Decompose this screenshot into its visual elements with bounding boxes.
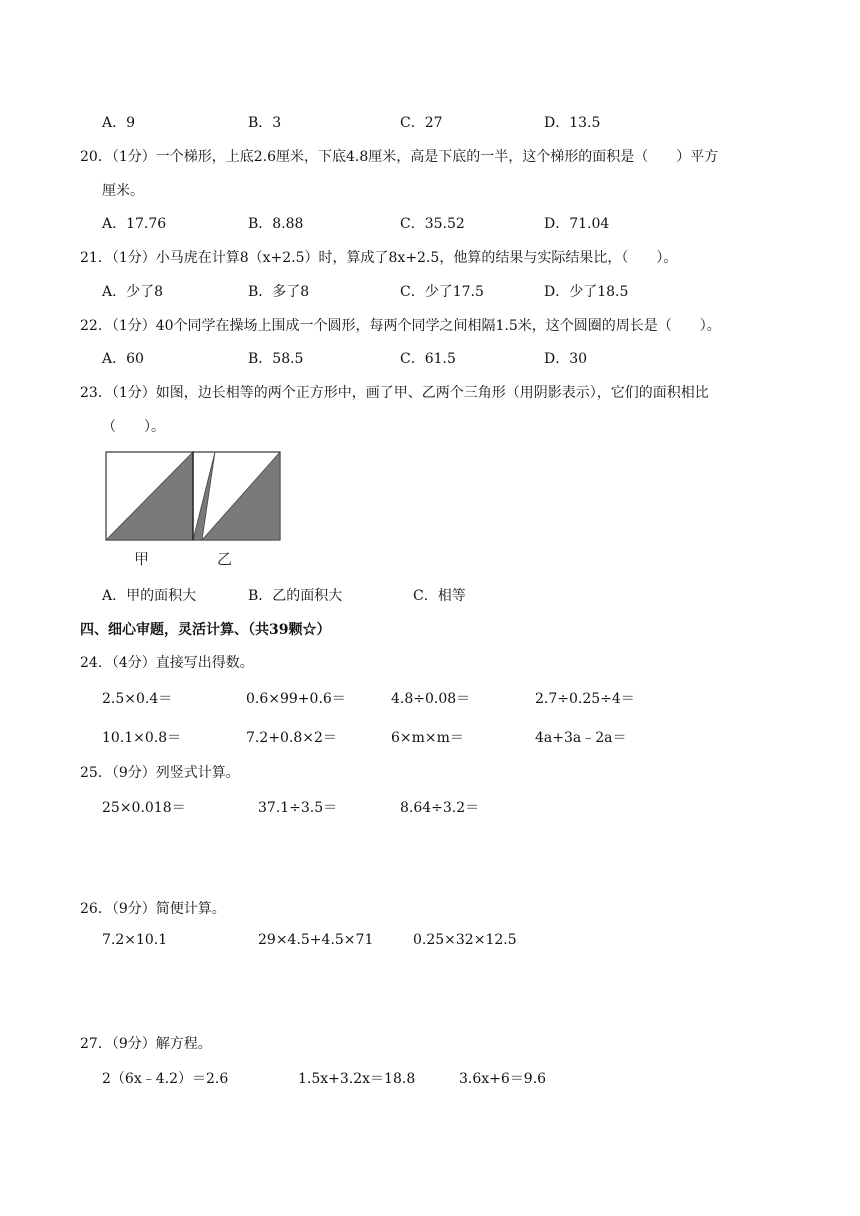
q25-stem: 25．（9分）列竖式计算。	[80, 765, 240, 781]
q22-stem: 22．（1分）40个同学在操场上围成一个圆形，每两个同学之间相隔1.5米，这个圆圈的周长是（ ）。	[80, 318, 721, 334]
q24-expr: 4a+3a﹣2a＝	[535, 730, 627, 746]
q19-option-d: D．13.5	[544, 115, 601, 131]
q19-option-a: A．9	[102, 115, 136, 131]
label-yi: 乙	[217, 550, 233, 568]
two-squares-diagram	[104, 450, 282, 574]
q24-expr: 0.6×99+0.6＝	[246, 691, 346, 707]
q27-expr: 3.6x+6＝9.6	[459, 1071, 547, 1087]
q22-option-a: A．60	[102, 351, 144, 367]
q20-stem-line2: 厘米。	[102, 183, 144, 199]
q25-expr: 25×0.018＝	[102, 800, 186, 816]
q24-expr: 2.5×0.4＝	[102, 691, 173, 707]
q23-figure	[104, 450, 282, 574]
q20-option-c: C．35.52	[400, 216, 465, 232]
q26-stem: 26．（9分）简便计算。	[80, 901, 226, 917]
q23-option-c: C．相等	[413, 588, 466, 604]
q25-expr: 37.1÷3.5＝	[258, 800, 338, 816]
q19-option-b: B．3	[248, 115, 282, 131]
q24-expr: 6×m×m＝	[391, 730, 464, 746]
q25-expr: 8.64÷3.2＝	[400, 800, 480, 816]
q27-stem: 27．（9分）解方程。	[80, 1036, 212, 1052]
q20-stem-line1: 20．（1分）一个梯形，上底2.6厘米，下底4.8厘米，高是下底的一半，这个梯形的面积是（ ）平方	[80, 149, 719, 165]
q19-option-c: C．27	[400, 115, 443, 131]
q24-expr: 10.1×0.8＝	[102, 730, 182, 746]
q21-option-c: C．少了17.5	[400, 284, 484, 300]
q22-option-b: B．58.5	[248, 351, 304, 367]
q22-option-c: C．61.5	[400, 351, 456, 367]
section-heading: 四、细心审题，灵活计算、（共39颗☆）	[80, 622, 331, 638]
q20-option-a: A．17.76	[102, 216, 167, 232]
q21-stem: 21．（1分）小马虎在计算8（x+2.5）时，算成了8x+2.5，他算的结果与实际结果比，（ ）。	[80, 250, 678, 266]
label-jia: 甲	[134, 550, 150, 568]
q24-expr: 7.2+0.8×2＝	[246, 730, 337, 746]
q21-option-a: A．少了8	[102, 284, 164, 300]
q21-option-b: B．多了8	[248, 284, 310, 300]
q23-stem-line1: 23．（1分）如图，边长相等的两个正方形中，画了甲、乙两个三角形（用阴影表示），它们的面积相比	[80, 385, 709, 401]
q24-expr: 4.8÷0.08＝	[391, 691, 471, 707]
q26-expr: 0.25×32×12.5	[413, 932, 517, 948]
q27-expr: 1.5x+3.2x＝18.8	[298, 1071, 416, 1087]
q27-expr: 2（6x﹣4.2）＝2.6	[102, 1071, 229, 1087]
q24-stem: 24．（4分）直接写出得数。	[80, 655, 254, 671]
q26-expr: 7.2×10.1	[102, 932, 168, 948]
q21-option-d: D．少了18.5	[544, 284, 629, 300]
q23-option-a: A．甲的面积大	[102, 588, 197, 604]
q26-expr: 29×4.5+4.5×71	[258, 932, 374, 948]
q23-stem-line2: （ ）。	[102, 419, 165, 435]
q24-expr: 2.7÷0.25÷4＝	[535, 691, 635, 707]
q23-option-b: B．乙的面积大	[248, 588, 343, 604]
q20-option-b: B．8.88	[248, 216, 304, 232]
q20-option-d: D．71.04	[544, 216, 610, 232]
q22-option-d: D．30	[544, 351, 588, 367]
